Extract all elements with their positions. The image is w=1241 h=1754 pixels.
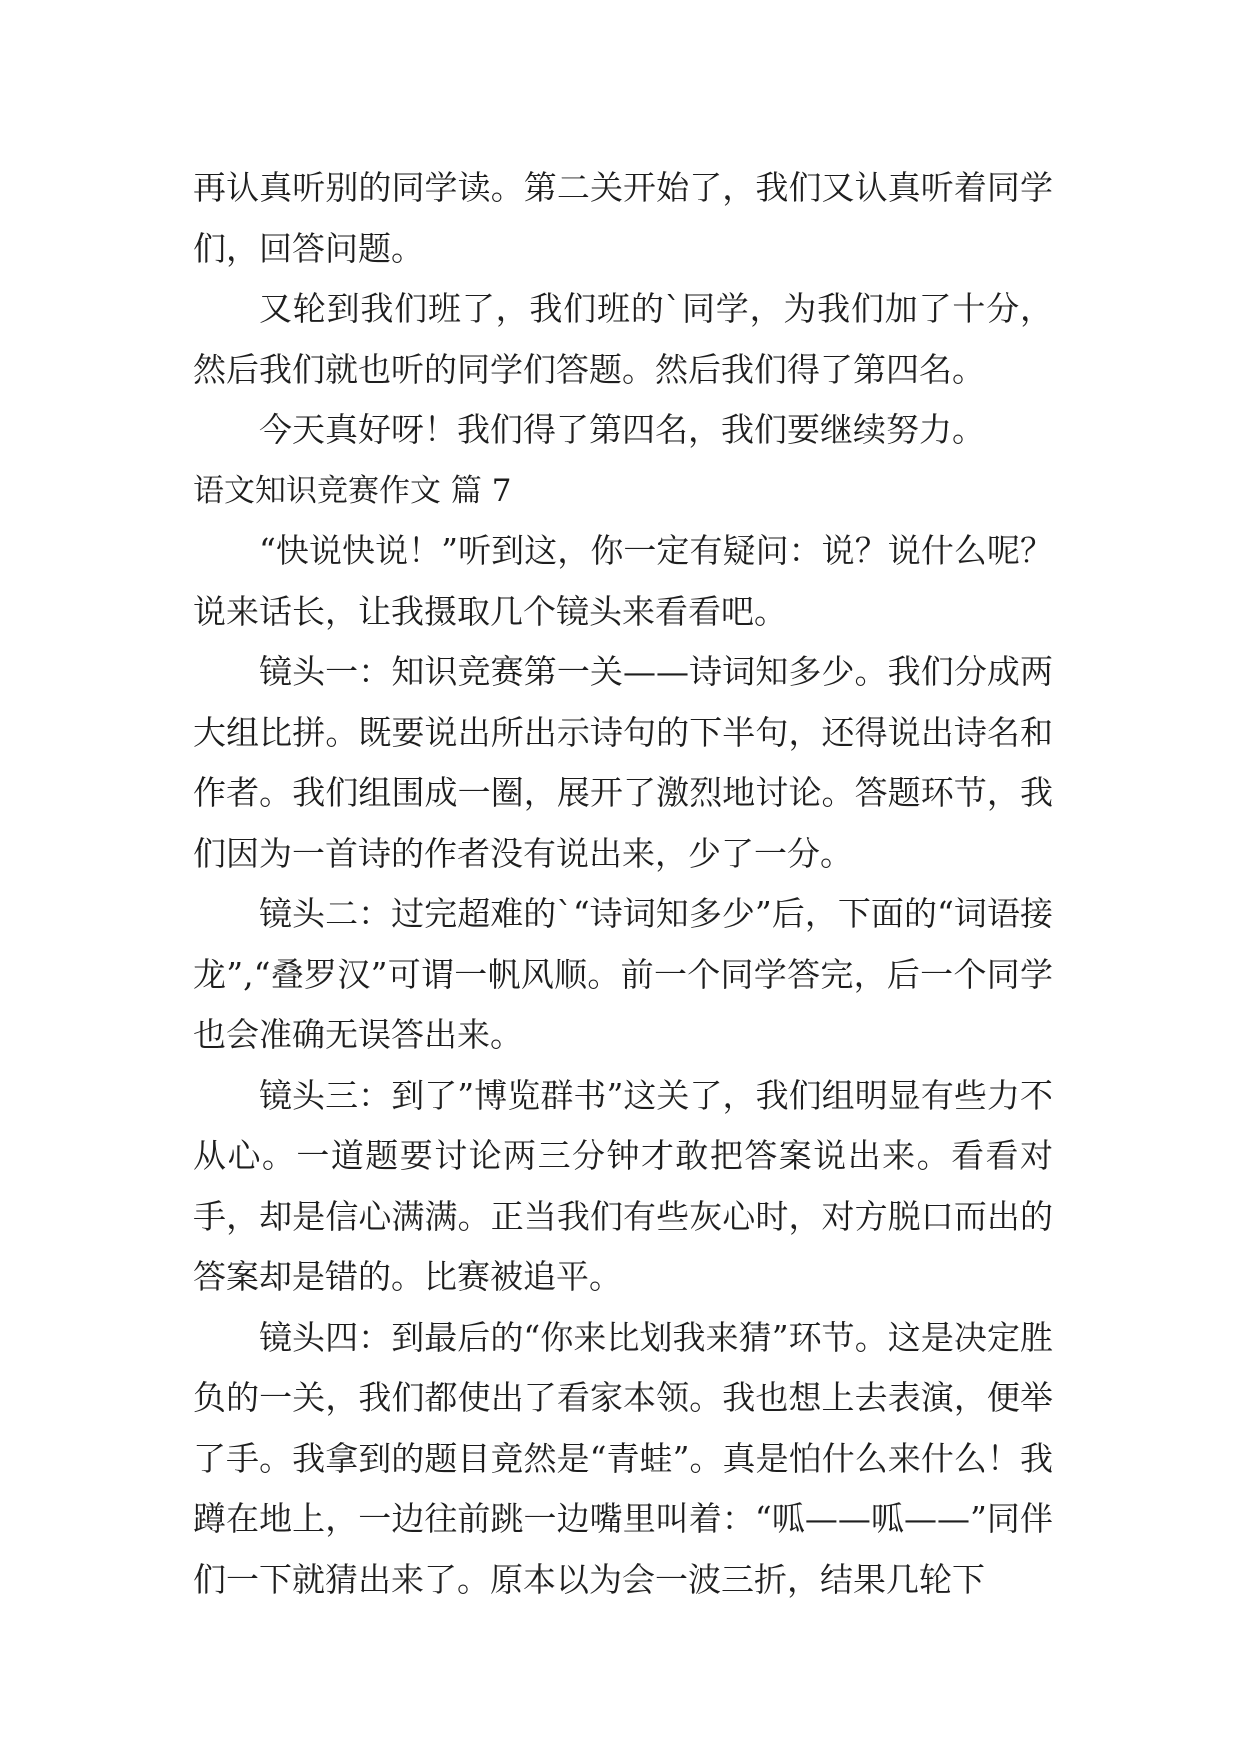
paragraph: 镜头一：知识竞赛第一关——诗词知多少。我们分成两大组比拼。既要说出所出示诗句的下半句，还得说出诗名和作者。我们组围成一圈，展开了激烈地讨论。答题环节，我们因为一首诗的作者没有说出来，少了一分。 <box>193 652 1053 873</box>
paragraph: 镜头三：到了”博览群书”这关了，我们组明显有些力不从心。一道题要讨论两三分钟才敢把答案说出来。看看对手，却是信心满满。正当我们有些灰心时，对方脱口而出的答案却是错的。比赛被追平。 <box>193 1075 1053 1296</box>
document-body <box>193 158 1053 1610</box>
paragraph: 今天真好呀！我们得了第四名，我们要继续努力。 <box>259 410 985 449</box>
paragraph-continuation: 再认真听别的同学读。第二关开始了，我们又认真听着同学们，回答问题。 <box>193 168 1053 268</box>
paragraph: “快说快说！”听到这，你一定有疑问：说？说什么呢？说来话长，让我摄取几个镜头来看看吧。 <box>193 531 1053 631</box>
paragraph: 镜头四：到最后的“你来比划我来猜”环节。这是决定胜负的一关，我们都使出了看家本领。我也想上去表演，便举了手。我拿到的题目竟然是“青蛙”。真是怕什么来什么！我蹲在地上，一边往前跳一边嘴里叫着：“呱——呱——”同伴们一下就猜出来了。原本以为会一波三折，结果几轮下 <box>193 1317 1053 1599</box>
paragraph: 又轮到我们班了，我们班的`同学，为我们加了十分，然后我们就也听的同学们答题。然后我们得了第四名。 <box>193 289 1053 389</box>
section-heading: 语文知识竞赛作文 篇 7 <box>193 472 512 509</box>
paragraph: 镜头二：过完超难的`“诗词知多少”后，下面的“词语接龙”,“叠罗汉”可谓一帆风顺。前一个同学答完，后一个同学也会准确无误答出来。 <box>193 894 1053 1054</box>
